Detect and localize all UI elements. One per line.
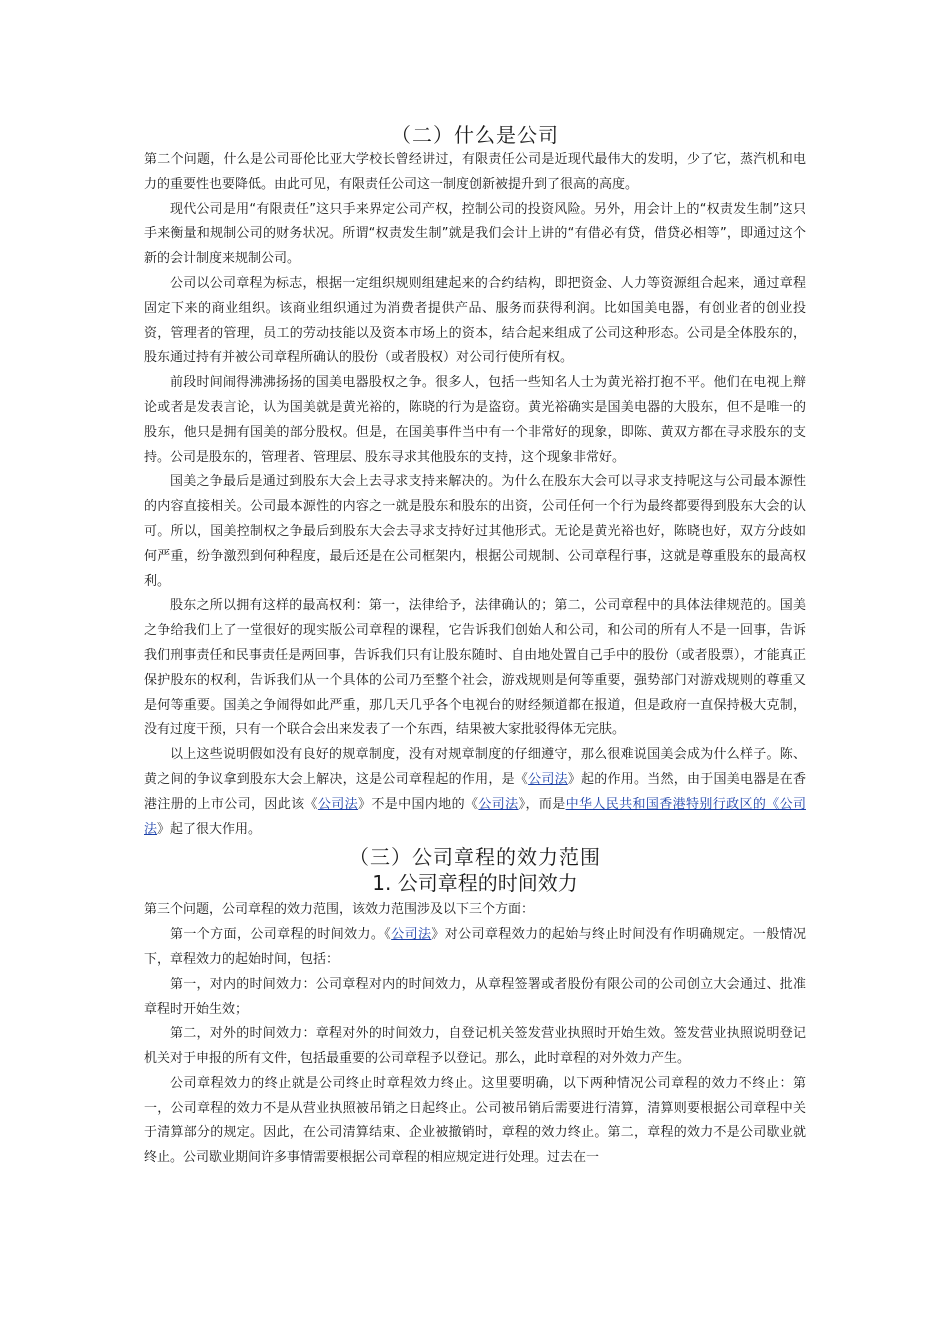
company-law-link[interactable]: 公司法 — [317, 796, 359, 812]
paragraph-7: 以上这些说明假如没有良好的规章制度，没有对规章制度的仔细遵守，那么很难说国美会成为什么样子。陈、黄之间的争议拿到股东大会上解决，这是公司章程起的作用，是《公司法》起的作用。当然，由于国美电器是在香港注册的上市公司，因此该《公司法》不是中国内地的《公司法》，而是中华人民共和国香港特别行政区的《公司法》起了很大作用。 — [144, 747, 806, 837]
company-law-link[interactable]: 公司法 — [478, 796, 519, 812]
company-law-link[interactable]: 公司法 — [391, 927, 432, 943]
company-law-link[interactable]: 公司法 — [528, 771, 568, 787]
hk-company-law-link[interactable]: 中华人民共和国香港特别行政区的《公司法 — [144, 796, 806, 837]
section-title-effect-scope: （三）公司章程的效力范围 — [349, 845, 601, 870]
paragraph-1: 第二个问题，什么是公司哥伦比亚大学校长曾经讲过，有限责任公司是近现代最伟大的发明，少了它，蒸汽机和电力的重要性也要降低。由此可见，有限责任公司这一制度创新被提升到了很高的高度。 — [144, 152, 806, 192]
paragraph-12: 公司章程效力的终止就是公司终止时章程效力终止。这里要明确，以下两种情况公司章程的效力不终止：第一，公司章程的效力不是从营业执照被吊销之日起终止。公司被吊销后需要进行清算，清算则要根据公司章程中关于清算部分的规定。因此，在公司清算结束、企业被撤销时，章程的效力终止。第二，章程的效力不是公司歇业就终止。公司歇业期间许多事情需要根据公司章程的相应规定进行处理。过去在一 — [144, 1075, 806, 1166]
subsection-title-time-effect: 1. 公司章程的时间效力 — [372, 871, 578, 896]
paragraph-6: 股东之所以拥有这样的最高权利：第一，法律给予，法律确认的；第二，公司章程中的具体法律规范的。国美之争给我们上了一堂很好的现实版公司章程的课程，它告诉我们创始人和公司，和公司的所有人不是一回事，告诉我们刑事责任和民事责任是两回事，告诉我们只有让股东随时、自由地处置自己手中的股份（或者股票），才能真正保护股东的权利，告诉我们从一个具体的公司乃至整个社会，游戏规则是何等重要，强势部门对游戏规则的尊重又是何等重要。国美之争闹得如此严重，那几天几乎各个电视台的财经频道都在报道，但是政府一直保持极大克制，没有过度干预，只有一个联合会出来发表了一个东西，结果被大家批驳得体无完肤。 — [144, 598, 806, 738]
paragraph-11: 第二，对外的时间效力：章程对外的时间效力，自登记机关签发营业执照时开始生效。签发营业执照说明登记机关对于申报的所有文件，包括最重要的公司章程予以登记。那么，此时章程的对外效力产生。 — [144, 1026, 806, 1067]
paragraph-4: 前段时间闹得沸沸扬扬的国美电器股权之争。很多人，包括一些知名人士为黄光裕打抱不平。他们在电视上辩论或者是发表言论，认为国美就是黄光裕的，陈晓的行为是盗窃。黄光裕确实是国美电器的大股东，但不是唯一的股东，他只是拥有国美的部分股权。但是，在国美事件当中有一个非常好的现象，即陈、黄双方都在寻求股东的支持。公司是股东的，管理者、管理层、股东寻求其他股东的支持，这个现象非常好。 — [144, 375, 806, 465]
document-page — [144, 118, 806, 1171]
paragraph-5: 国美之争最后是通过到股东大会上去寻求支持来解决的。为什么在股东大会可以寻求支持呢这与公司最本源性的内容直接相关。公司最本源性的内容之一就是股东和股东的出资，公司任何一个行为最终都要得到股东大会的认可。所以，国美控制权之争最后到股东大会去寻求支持好过其他形式。无论是黄光裕也好，陈晓也好，双方分歧如何严重，纷争激烈到何种程度，最后还是在公司框架内，根据公司规制、公司章程行事，这就是尊重股东的最高权利。 — [144, 474, 806, 589]
paragraph-8: 第三个问题，公司章程的效力范围，该效力范围涉及以下三个方面： — [144, 902, 535, 918]
section-title-what-is-company: （二）什么是公司 — [391, 123, 559, 147]
paragraph-2: 现代公司是用“有限责任”这只手来界定公司产权，控制公司的投资风险。另外，用会计上的“权责发生制”这只手来衡量和规制公司的财务状况。所谓“权责发生制”就是我们会计上讲的“有借必有贷，借贷必相等”，即通过这个新的会计制度来规制公司。 — [144, 201, 806, 267]
paragraph-3: 公司以公司章程为标志，根据一定组织规则组建起来的合约结构，即把资金、人力等资源组合起来，通过章程固定下来的商业组织。该商业组织通过为消费者提供产品、服务而获得利润。比如国美电器，有创业者的创业投资，管理者的管理，员工的劳动技能以及资本市场上的资本，结合起来组成了公司这种形态。公司是全体股东的，股东通过持有并被公司章程所确认的股份（或者股权）对公司行使所有权。 — [144, 275, 806, 366]
paragraph-10: 第一，对内的时间效力：公司章程对内的时间效力，从章程签署或者股份有限公司的公司创立大会通过、批准章程时开始生效； — [144, 976, 806, 1017]
paragraph-9: 第一个方面，公司章程的时间效力。《公司法》对公司章程效力的起始与终止时间没有作明确规定。一般情况下，章程效力的起始时间，包括： — [144, 927, 806, 967]
